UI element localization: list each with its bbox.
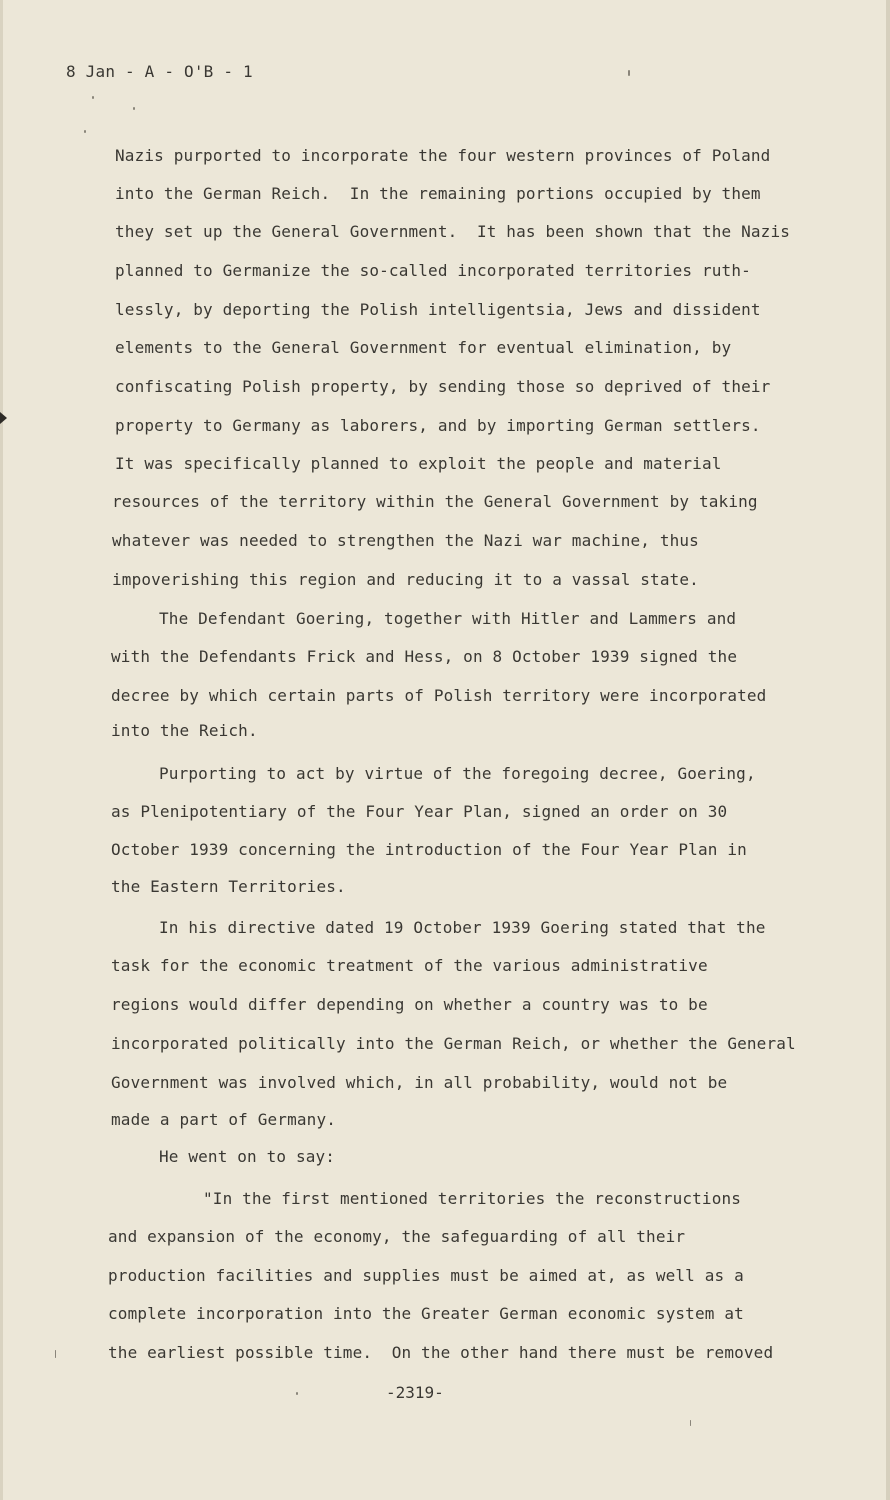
text-line: In his directive dated 19 October 1939 Goering stated that the	[159, 918, 766, 937]
text-line: into the Reich.	[111, 721, 258, 740]
text-line: task for the economic treatment of the various administrative	[111, 956, 708, 975]
text-line: lessly, by deporting the Polish intelligentsia, Jews and dissident	[115, 300, 761, 319]
text-line: impoverishing this region and reducing it to a vassal state.	[112, 570, 699, 589]
ink-speck	[84, 130, 86, 133]
text-line: made a part of Germany.	[111, 1110, 337, 1129]
text-line: decree by which certain parts of Polish territory were incorporated	[111, 686, 767, 705]
ink-speck	[55, 1350, 56, 1358]
text-line: with the Defendants Frick and Hess, on 8 October 1939 signed the	[111, 647, 738, 666]
ink-speck	[628, 70, 630, 76]
text-line: regions would differ depending on whether a country was to be	[111, 995, 708, 1014]
text-line: elements to the General Government for eventual elimination, by	[115, 338, 732, 357]
page-number: -2319-	[386, 1383, 444, 1402]
text-line: whatever was needed to strengthen the Nazi war machine, thus	[112, 531, 699, 550]
text-line: into the German Reich. In the remaining portions occupied by them	[115, 184, 761, 203]
ink-speck	[690, 1420, 691, 1426]
text-line: the Eastern Territories.	[111, 877, 346, 896]
margin-tab-mark	[0, 412, 7, 424]
text-line: The Defendant Goering, together with Hitler and Lammers and	[159, 609, 737, 628]
text-line: "In the first mentioned territories the reconstructions	[203, 1189, 742, 1208]
text-line: He went on to say:	[159, 1147, 336, 1166]
text-line: October 1939 concerning the introduction of the Four Year Plan in	[111, 840, 747, 859]
text-line: Purporting to act by virtue of the foregoing decree, Goering,	[159, 764, 756, 783]
text-line: confiscating Polish property, by sending those so deprived of their	[115, 377, 771, 396]
text-line: complete incorporation into the Greater German economic system at	[108, 1304, 744, 1323]
text-line: It was specifically planned to exploit the people and material	[115, 454, 722, 473]
page-edge-right	[886, 0, 890, 1500]
ink-speck	[92, 96, 94, 99]
text-line: property to Germany as laborers, and by importing German settlers.	[115, 416, 761, 435]
page-edge-left	[0, 0, 3, 1500]
text-line: and expansion of the economy, the safeguarding of all their	[108, 1227, 686, 1246]
ink-speck	[296, 1392, 298, 1395]
text-line: Government was involved which, in all probability, would not be	[111, 1073, 728, 1092]
ink-speck	[133, 107, 135, 110]
text-line: production facilities and supplies must be aimed at, as well as a	[108, 1266, 744, 1285]
text-line: planned to Germanize the so-called incorporated territories ruth-	[115, 261, 751, 280]
text-line: the earliest possible time. On the other hand there must be removed	[108, 1343, 774, 1362]
text-line: incorporated politically into the German Reich, or whether the General	[111, 1034, 796, 1053]
text-line: resources of the territory within the General Government by taking	[112, 492, 758, 511]
text-line: they set up the General Government. It has been shown that the Nazis	[115, 222, 791, 241]
text-line: as Plenipotentiary of the Four Year Plan, signed an order on 30	[111, 802, 728, 821]
page-header: 8 Jan - A - O'B - 1	[66, 62, 253, 81]
text-line: Nazis purported to incorporate the four western provinces of Poland	[115, 146, 771, 165]
